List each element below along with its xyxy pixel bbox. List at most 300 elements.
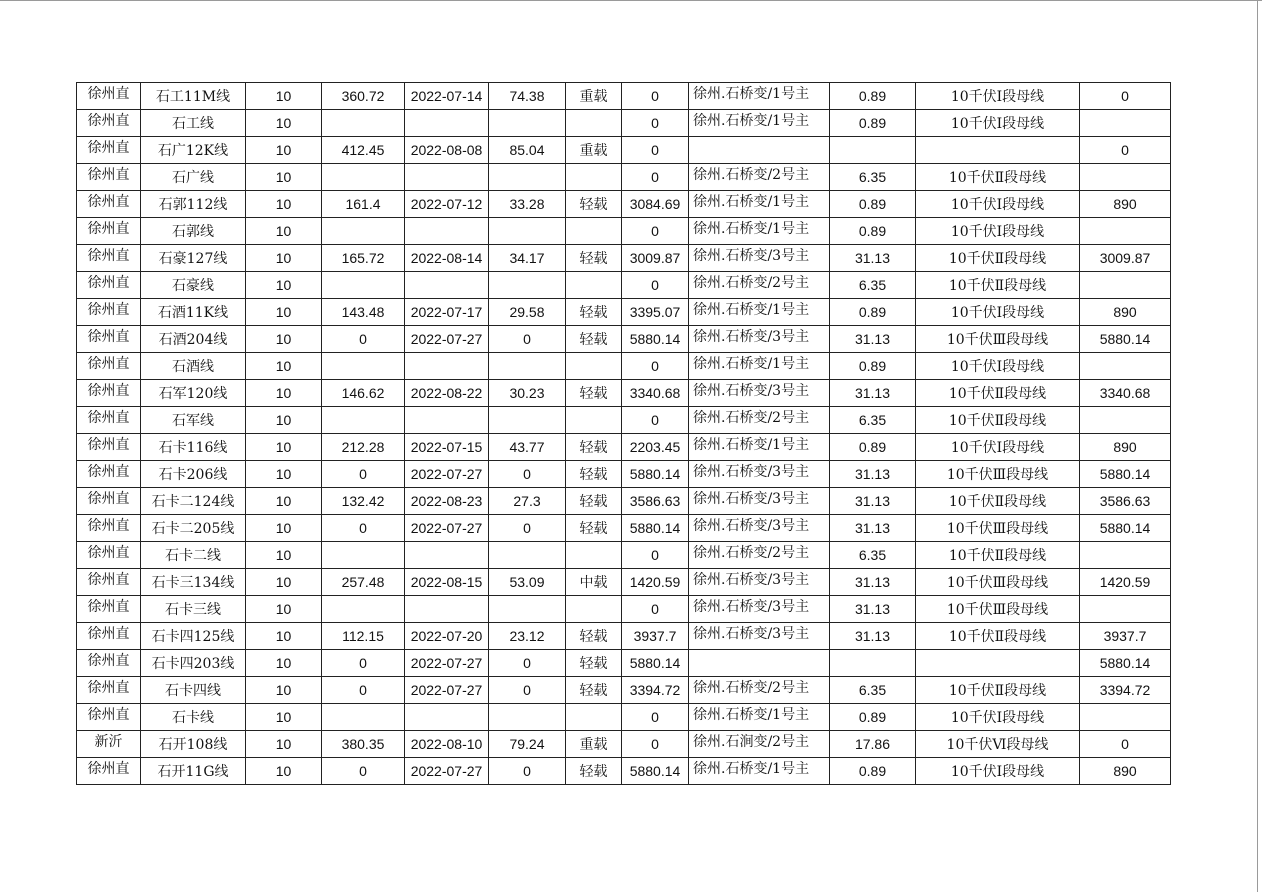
cell-voltage: 10: [246, 596, 322, 623]
cell-line-name: 石军线: [141, 407, 246, 434]
cell-substation: 徐州.石桥变/1号主: [689, 83, 830, 110]
cell-bus-section: 10千伏Ⅱ段母线: [916, 488, 1080, 515]
cell-line-name: 石郭112线: [141, 191, 246, 218]
cell-bus-section: 10千伏Ⅱ段母线: [916, 407, 1080, 434]
cell-line-name: 石酒11K线: [141, 299, 246, 326]
cell-bus-section: 10千伏Ⅲ段母线: [916, 596, 1080, 623]
cell-max-current: [322, 596, 405, 623]
cell-date: [405, 596, 489, 623]
cell-bus-section: [916, 137, 1080, 164]
cell-substation: 徐州.石桥变/1号主: [689, 353, 830, 380]
cell-transfer-capacity: 5880.14: [1080, 650, 1171, 677]
cell-substation: 徐州.石桥变/2号主: [689, 407, 830, 434]
cell-voltage: 10: [246, 272, 322, 299]
cell-date: 2022-07-27: [405, 650, 489, 677]
cell-transfer-capacity: 3009.87: [1080, 245, 1171, 272]
cell-capacity-margin: 0.89: [830, 110, 916, 137]
cell-capacity-margin: 31.13: [830, 596, 916, 623]
cell-bus-section: 10千伏Ⅱ段母线: [916, 380, 1080, 407]
cell-transfer-capacity: 0: [1080, 137, 1171, 164]
cell-voltage: 10: [246, 164, 322, 191]
cell-date: [405, 542, 489, 569]
cell-load-rate: 0: [489, 326, 566, 353]
cell-voltage: 10: [246, 650, 322, 677]
cell-load-status: [566, 407, 622, 434]
cell-load-status: 轻载: [566, 191, 622, 218]
cell-area: 徐州直: [77, 326, 141, 353]
cell-area: 徐州直: [77, 515, 141, 542]
cell-transfer-capacity: 890: [1080, 434, 1171, 461]
cell-voltage: 10: [246, 407, 322, 434]
cell-substation: 徐州.石桥变/2号主: [689, 542, 830, 569]
cell-capacity-margin: 17.86: [830, 731, 916, 758]
cell-capacity-margin: 0.89: [830, 758, 916, 785]
cell-bus-section: 10千伏Ⅲ段母线: [916, 569, 1080, 596]
cell-available-capacity: 0: [622, 353, 689, 380]
cell-load-status: 重载: [566, 137, 622, 164]
cell-max-current: 0: [322, 461, 405, 488]
cell-load-rate: [489, 542, 566, 569]
table-row: [77, 245, 1171, 272]
cell-line-name: 石郭线: [141, 218, 246, 245]
cell-line-name: 石卡四线: [141, 677, 246, 704]
cell-max-current: [322, 110, 405, 137]
cell-date: 2022-07-15: [405, 434, 489, 461]
cell-voltage: 10: [246, 83, 322, 110]
cell-available-capacity: 5880.14: [622, 461, 689, 488]
cell-max-current: 143.48: [322, 299, 405, 326]
cell-substation: 徐州.石桥变/3号主: [689, 515, 830, 542]
cell-capacity-margin: 31.13: [830, 569, 916, 596]
cell-bus-section: 10千伏Ⅲ段母线: [916, 326, 1080, 353]
cell-bus-section: 10千伏Ⅰ段母线: [916, 191, 1080, 218]
cell-area: 徐州直: [77, 353, 141, 380]
cell-load-rate: 30.23: [489, 380, 566, 407]
table-row: [77, 83, 1171, 110]
table-row: [77, 191, 1171, 218]
cell-available-capacity: 3937.7: [622, 623, 689, 650]
cell-area: 徐州直: [77, 569, 141, 596]
cell-substation: 徐州.石桥变/3号主: [689, 623, 830, 650]
cell-max-current: 257.48: [322, 569, 405, 596]
cell-capacity-margin: 0.89: [830, 704, 916, 731]
cell-area: 徐州直: [77, 704, 141, 731]
cell-max-current: [322, 353, 405, 380]
cell-transfer-capacity: 5880.14: [1080, 515, 1171, 542]
cell-transfer-capacity: 3394.72: [1080, 677, 1171, 704]
cell-substation: 徐州.石桥变/3号主: [689, 488, 830, 515]
cell-voltage: 10: [246, 569, 322, 596]
cell-load-rate: 0: [489, 758, 566, 785]
cell-area: 徐州直: [77, 461, 141, 488]
cell-load-status: 轻载: [566, 488, 622, 515]
table-row: [77, 299, 1171, 326]
table-row: [77, 677, 1171, 704]
cell-capacity-margin: 31.13: [830, 245, 916, 272]
cell-load-status: 中载: [566, 569, 622, 596]
cell-load-status: [566, 596, 622, 623]
cell-load-rate: [489, 272, 566, 299]
table-row: [77, 434, 1171, 461]
table-row: [77, 137, 1171, 164]
cell-max-current: 0: [322, 758, 405, 785]
cell-date: 2022-07-27: [405, 515, 489, 542]
cell-load-rate: 34.17: [489, 245, 566, 272]
cell-load-rate: 0: [489, 461, 566, 488]
cell-line-name: 石卡四203线: [141, 650, 246, 677]
cell-voltage: 10: [246, 191, 322, 218]
cell-voltage: 10: [246, 677, 322, 704]
cell-area: 徐州直: [77, 758, 141, 785]
cell-voltage: 10: [246, 542, 322, 569]
cell-area: 新沂: [77, 731, 141, 758]
cell-load-status: 重载: [566, 83, 622, 110]
cell-date: 2022-07-12: [405, 191, 489, 218]
cell-load-rate: [489, 218, 566, 245]
cell-line-name: 石豪线: [141, 272, 246, 299]
cell-load-rate: [489, 596, 566, 623]
cell-available-capacity: 5880.14: [622, 758, 689, 785]
cell-available-capacity: 1420.59: [622, 569, 689, 596]
cell-area: 徐州直: [77, 299, 141, 326]
cell-voltage: 10: [246, 326, 322, 353]
cell-available-capacity: 3009.87: [622, 245, 689, 272]
cell-load-status: 轻载: [566, 434, 622, 461]
cell-area: 徐州直: [77, 245, 141, 272]
cell-load-rate: [489, 110, 566, 137]
cell-transfer-capacity: [1080, 353, 1171, 380]
cell-bus-section: 10千伏Ⅰ段母线: [916, 704, 1080, 731]
cell-substation: 徐州.石桥变/1号主: [689, 299, 830, 326]
cell-bus-section: 10千伏Ⅰ段母线: [916, 299, 1080, 326]
cell-date: 2022-08-23: [405, 488, 489, 515]
cell-capacity-margin: 6.35: [830, 677, 916, 704]
cell-capacity-margin: 0.89: [830, 191, 916, 218]
page-right-border: [1257, 0, 1258, 892]
cell-load-rate: 27.3: [489, 488, 566, 515]
cell-load-rate: 23.12: [489, 623, 566, 650]
cell-substation: 徐州.石桥变/3号主: [689, 461, 830, 488]
cell-max-current: 0: [322, 650, 405, 677]
cell-load-status: 重载: [566, 731, 622, 758]
cell-max-current: 132.42: [322, 488, 405, 515]
cell-capacity-margin: [830, 650, 916, 677]
cell-area: 徐州直: [77, 218, 141, 245]
cell-available-capacity: 0: [622, 110, 689, 137]
cell-available-capacity: 5880.14: [622, 515, 689, 542]
cell-area: 徐州直: [77, 164, 141, 191]
cell-substation: 徐州.石桥变/3号主: [689, 326, 830, 353]
table-row: [77, 623, 1171, 650]
table-row: [77, 596, 1171, 623]
cell-available-capacity: 3340.68: [622, 380, 689, 407]
cell-available-capacity: 0: [622, 137, 689, 164]
cell-load-rate: [489, 704, 566, 731]
cell-load-rate: 53.09: [489, 569, 566, 596]
cell-load-status: 轻载: [566, 461, 622, 488]
cell-available-capacity: 0: [622, 407, 689, 434]
cell-substation: 徐州.石桥变/1号主: [689, 110, 830, 137]
cell-area: 徐州直: [77, 623, 141, 650]
cell-voltage: 10: [246, 218, 322, 245]
cell-transfer-capacity: 3937.7: [1080, 623, 1171, 650]
cell-substation: 徐州.石桥变/2号主: [689, 164, 830, 191]
cell-load-status: [566, 110, 622, 137]
cell-line-name: 石卡四125线: [141, 623, 246, 650]
table-row: [77, 542, 1171, 569]
cell-bus-section: 10千伏Ⅱ段母线: [916, 623, 1080, 650]
cell-load-status: [566, 353, 622, 380]
cell-substation: 徐州.石桥变/1号主: [689, 218, 830, 245]
cell-bus-section: 10千伏Ⅰ段母线: [916, 434, 1080, 461]
cell-capacity-margin: 0.89: [830, 218, 916, 245]
cell-line-name: 石广线: [141, 164, 246, 191]
cell-load-status: [566, 542, 622, 569]
cell-load-status: 轻载: [566, 515, 622, 542]
cell-transfer-capacity: 3586.63: [1080, 488, 1171, 515]
cell-available-capacity: 5880.14: [622, 650, 689, 677]
cell-capacity-margin: 0.89: [830, 353, 916, 380]
cell-max-current: 112.15: [322, 623, 405, 650]
cell-line-name: 石工线: [141, 110, 246, 137]
cell-line-name: 石军120线: [141, 380, 246, 407]
cell-capacity-margin: 6.35: [830, 542, 916, 569]
cell-max-current: [322, 542, 405, 569]
cell-date: 2022-07-27: [405, 758, 489, 785]
table-row: [77, 380, 1171, 407]
cell-max-current: 212.28: [322, 434, 405, 461]
cell-voltage: 10: [246, 380, 322, 407]
table-row: [77, 407, 1171, 434]
table-row: [77, 272, 1171, 299]
cell-line-name: 石工11M线: [141, 83, 246, 110]
cell-load-status: 轻载: [566, 623, 622, 650]
cell-bus-section: 10千伏Ⅰ段母线: [916, 218, 1080, 245]
cell-voltage: 10: [246, 245, 322, 272]
cell-load-rate: [489, 164, 566, 191]
cell-line-name: 石广12K线: [141, 137, 246, 164]
cell-max-current: [322, 704, 405, 731]
cell-substation: [689, 650, 830, 677]
cell-load-status: [566, 272, 622, 299]
cell-bus-section: 10千伏Ⅱ段母线: [916, 542, 1080, 569]
cell-line-name: 石卡线: [141, 704, 246, 731]
cell-area: 徐州直: [77, 677, 141, 704]
cell-transfer-capacity: [1080, 407, 1171, 434]
cell-available-capacity: 2203.45: [622, 434, 689, 461]
cell-date: [405, 110, 489, 137]
cell-substation: 徐州.石桥变/1号主: [689, 704, 830, 731]
cell-substation: 徐州.石桥变/3号主: [689, 596, 830, 623]
table-row: [77, 110, 1171, 137]
cell-max-current: 0: [322, 515, 405, 542]
cell-line-name: 石卡二124线: [141, 488, 246, 515]
cell-load-rate: 74.38: [489, 83, 566, 110]
cell-available-capacity: 3586.63: [622, 488, 689, 515]
cell-voltage: 10: [246, 353, 322, 380]
cell-load-rate: 0: [489, 677, 566, 704]
cell-area: 徐州直: [77, 434, 141, 461]
cell-transfer-capacity: 5880.14: [1080, 461, 1171, 488]
table-row: [77, 758, 1171, 785]
cell-line-name: 石卡三134线: [141, 569, 246, 596]
cell-substation: 徐州.石涧变/2号主: [689, 731, 830, 758]
cell-bus-section: 10千伏Ⅲ段母线: [916, 461, 1080, 488]
cell-date: [405, 353, 489, 380]
cell-area: 徐州直: [77, 83, 141, 110]
cell-bus-section: 10千伏Ⅰ段母线: [916, 353, 1080, 380]
cell-capacity-margin: [830, 137, 916, 164]
cell-capacity-margin: 31.13: [830, 488, 916, 515]
cell-transfer-capacity: [1080, 218, 1171, 245]
cell-area: 徐州直: [77, 380, 141, 407]
cell-voltage: 10: [246, 461, 322, 488]
cell-voltage: 10: [246, 137, 322, 164]
cell-transfer-capacity: [1080, 164, 1171, 191]
cell-bus-section: 10千伏Ⅱ段母线: [916, 677, 1080, 704]
cell-available-capacity: 0: [622, 731, 689, 758]
cell-date: [405, 407, 489, 434]
table-row: [77, 218, 1171, 245]
cell-transfer-capacity: 3340.68: [1080, 380, 1171, 407]
cell-bus-section: 10千伏Ⅱ段母线: [916, 245, 1080, 272]
cell-transfer-capacity: 1420.59: [1080, 569, 1171, 596]
cell-bus-section: 10千伏Ⅰ段母线: [916, 758, 1080, 785]
cell-transfer-capacity: [1080, 110, 1171, 137]
cell-area: 徐州直: [77, 191, 141, 218]
cell-transfer-capacity: 890: [1080, 299, 1171, 326]
cell-load-status: 轻载: [566, 380, 622, 407]
cell-voltage: 10: [246, 434, 322, 461]
cell-bus-section: 10千伏Ⅲ段母线: [916, 515, 1080, 542]
table-row: [77, 326, 1171, 353]
cell-load-status: 轻载: [566, 758, 622, 785]
cell-available-capacity: 5880.14: [622, 326, 689, 353]
cell-load-rate: 33.28: [489, 191, 566, 218]
cell-voltage: 10: [246, 110, 322, 137]
cell-substation: 徐州.石桥变/1号主: [689, 191, 830, 218]
cell-date: 2022-08-08: [405, 137, 489, 164]
cell-area: 徐州直: [77, 110, 141, 137]
cell-load-status: 轻载: [566, 245, 622, 272]
cell-transfer-capacity: [1080, 596, 1171, 623]
cell-capacity-margin: 0.89: [830, 434, 916, 461]
cell-max-current: 146.62: [322, 380, 405, 407]
cell-date: 2022-07-27: [405, 677, 489, 704]
cell-load-rate: [489, 407, 566, 434]
cell-capacity-margin: 6.35: [830, 407, 916, 434]
cell-substation: 徐州.石桥变/3号主: [689, 245, 830, 272]
cell-max-current: [322, 272, 405, 299]
cell-capacity-margin: 31.13: [830, 461, 916, 488]
cell-area: 徐州直: [77, 596, 141, 623]
cell-area: 徐州直: [77, 407, 141, 434]
page-top-border: [0, 0, 1262, 1]
cell-load-rate: 0: [489, 515, 566, 542]
cell-line-name: 石卡三线: [141, 596, 246, 623]
cell-load-rate: 29.58: [489, 299, 566, 326]
cell-available-capacity: 0: [622, 596, 689, 623]
table-row: [77, 731, 1171, 758]
cell-line-name: 石卡二线: [141, 542, 246, 569]
cell-max-current: 161.4: [322, 191, 405, 218]
cell-available-capacity: 3084.69: [622, 191, 689, 218]
table-row: [77, 650, 1171, 677]
cell-load-rate: [489, 353, 566, 380]
cell-load-rate: 43.77: [489, 434, 566, 461]
cell-load-rate: 79.24: [489, 731, 566, 758]
cell-transfer-capacity: [1080, 542, 1171, 569]
cell-voltage: 10: [246, 731, 322, 758]
cell-date: 2022-07-27: [405, 326, 489, 353]
cell-load-status: [566, 704, 622, 731]
cell-available-capacity: 0: [622, 218, 689, 245]
cell-bus-section: 10千伏Ⅱ段母线: [916, 272, 1080, 299]
cell-voltage: 10: [246, 758, 322, 785]
table-row: [77, 569, 1171, 596]
table-row: [77, 704, 1171, 731]
cell-available-capacity: 0: [622, 164, 689, 191]
cell-voltage: 10: [246, 704, 322, 731]
cell-max-current: 0: [322, 326, 405, 353]
cell-capacity-margin: 31.13: [830, 623, 916, 650]
cell-bus-section: 10千伏Ⅱ段母线: [916, 164, 1080, 191]
cell-available-capacity: 0: [622, 272, 689, 299]
cell-area: 徐州直: [77, 488, 141, 515]
cell-bus-section: [916, 650, 1080, 677]
cell-max-current: 360.72: [322, 83, 405, 110]
cell-max-current: 412.45: [322, 137, 405, 164]
table-row: [77, 515, 1171, 542]
cell-capacity-margin: 6.35: [830, 164, 916, 191]
cell-substation: 徐州.石桥变/2号主: [689, 272, 830, 299]
cell-capacity-margin: 6.35: [830, 272, 916, 299]
cell-substation: 徐州.石桥变/3号主: [689, 569, 830, 596]
cell-date: 2022-08-22: [405, 380, 489, 407]
cell-load-status: [566, 218, 622, 245]
cell-line-name: 石酒线: [141, 353, 246, 380]
cell-available-capacity: 3394.72: [622, 677, 689, 704]
cell-capacity-margin: 31.13: [830, 515, 916, 542]
cell-load-rate: 0: [489, 650, 566, 677]
cell-line-name: 石豪127线: [141, 245, 246, 272]
cell-available-capacity: 0: [622, 542, 689, 569]
cell-load-rate: 85.04: [489, 137, 566, 164]
cell-date: 2022-07-27: [405, 461, 489, 488]
cell-load-status: 轻载: [566, 299, 622, 326]
table-row: [77, 461, 1171, 488]
cell-substation: 徐州.石桥变/1号主: [689, 434, 830, 461]
cell-substation: [689, 137, 830, 164]
cell-max-current: [322, 407, 405, 434]
cell-load-status: [566, 164, 622, 191]
feeder-load-table: [76, 82, 1171, 785]
cell-available-capacity: 0: [622, 83, 689, 110]
cell-line-name: 石卡206线: [141, 461, 246, 488]
cell-transfer-capacity: 890: [1080, 191, 1171, 218]
cell-bus-section: 10千伏Ⅰ段母线: [916, 83, 1080, 110]
cell-area: 徐州直: [77, 542, 141, 569]
cell-capacity-margin: 0.89: [830, 83, 916, 110]
cell-capacity-margin: 0.89: [830, 299, 916, 326]
cell-date: 2022-08-10: [405, 731, 489, 758]
cell-date: [405, 704, 489, 731]
cell-capacity-margin: 31.13: [830, 380, 916, 407]
cell-voltage: 10: [246, 623, 322, 650]
cell-date: 2022-07-20: [405, 623, 489, 650]
table-body: [77, 83, 1171, 785]
cell-transfer-capacity: [1080, 704, 1171, 731]
